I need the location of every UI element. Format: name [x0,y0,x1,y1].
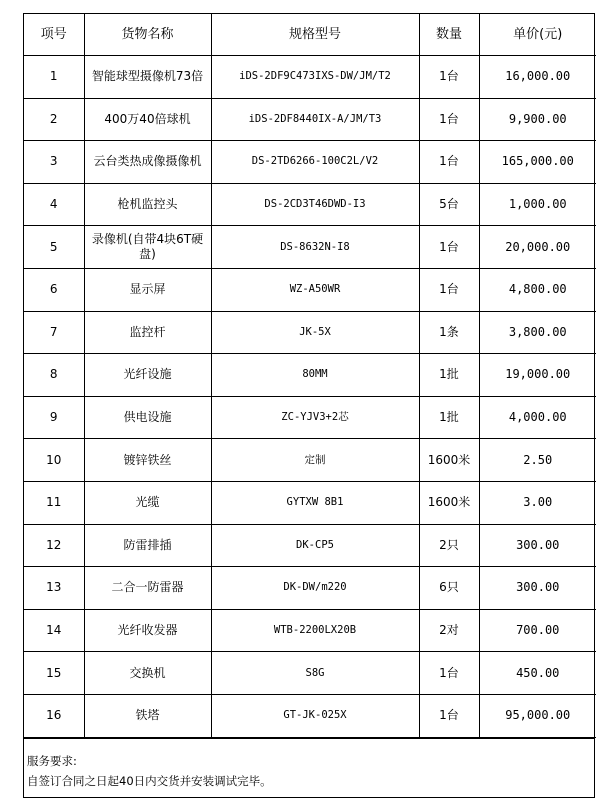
cell-item-no: 11 [24,481,84,524]
cell-quantity: 1台 [419,98,479,141]
cell-quantity: 2只 [419,524,479,567]
cell-quantity: 1台 [419,652,479,695]
cell-unit-price: 165,000.00 [479,141,596,184]
cell-unit-price: 450.00 [479,652,596,695]
cell-model: DK-CP5 [211,524,419,567]
header-model: 规格型号 [211,14,419,56]
cell-quantity: 1台 [419,141,479,184]
cell-goods-name: 镀锌铁丝 [84,439,211,482]
cell-goods-name: 400万40倍球机 [84,98,211,141]
cell-goods-name: 供电设施 [84,396,211,439]
cell-quantity: 1批 [419,396,479,439]
cell-quantity: 1600米 [419,439,479,482]
table-row [24,439,596,482]
cell-item-no: 2 [24,98,84,141]
table-row [24,396,596,439]
cell-goods-name: 光纤设施 [84,354,211,397]
cell-goods-name: 光缆 [84,481,211,524]
cell-item-no: 6 [24,268,84,311]
cell-unit-price: 95,000.00 [479,694,596,737]
cell-unit-price: 20,000.00 [479,226,596,269]
cell-model: iDS-2DF9C473IXS-DW/JM/T2 [211,56,419,99]
goods-table-document [23,13,595,798]
header-goods-name: 货物名称 [84,14,211,56]
cell-unit-price: 2.50 [479,439,596,482]
cell-quantity: 1条 [419,311,479,354]
cell-goods-name: 枪机监控头 [84,183,211,226]
cell-goods-name: 智能球型摄像机73倍 [84,56,211,99]
table-row [24,609,596,652]
table-row [24,694,596,737]
cell-item-no: 10 [24,439,84,482]
table-header-row [24,14,596,56]
table-row [24,567,596,610]
cell-quantity: 5台 [419,183,479,226]
cell-unit-price: 9,900.00 [479,98,596,141]
cell-item-no: 16 [24,694,84,737]
cell-model: WZ-A50WR [211,268,419,311]
cell-unit-price: 4,800.00 [479,268,596,311]
cell-model: DS-8632N-I8 [211,226,419,269]
table-row [24,481,596,524]
service-requirements-title: 服务要求: [27,753,77,768]
cell-quantity: 1批 [419,354,479,397]
cell-model: iDS-2DF8440IX-A/JM/T3 [211,98,419,141]
cell-unit-price: 3,800.00 [479,311,596,354]
cell-item-no: 14 [24,609,84,652]
cell-item-no: 9 [24,396,84,439]
cell-goods-name: 监控杆 [84,311,211,354]
cell-unit-price: 19,000.00 [479,354,596,397]
cell-model: ZC-YJV3+2芯 [211,396,419,439]
cell-model: DS-2CD3T46DWD-I3 [211,183,419,226]
header-item-no: 项号 [24,14,84,56]
cell-item-no: 3 [24,141,84,184]
cell-model: WTB-2200LX20B [211,609,419,652]
cell-quantity: 2对 [419,609,479,652]
table-row [24,524,596,567]
cell-quantity: 1台 [419,268,479,311]
cell-quantity: 1台 [419,694,479,737]
cell-item-no: 8 [24,354,84,397]
table-row [24,652,596,695]
cell-unit-price: 300.00 [479,524,596,567]
cell-goods-name: 显示屏 [84,268,211,311]
cell-unit-price: 4,000.00 [479,396,596,439]
table-row [24,226,596,269]
cell-quantity: 1台 [419,56,479,99]
header-quantity: 数量 [419,14,479,56]
table-row [24,183,596,226]
cell-goods-name: 二合一防雷器 [84,567,211,610]
cell-model: GT-JK-025X [211,694,419,737]
cell-unit-price: 1,000.00 [479,183,596,226]
table-row [24,56,596,99]
cell-item-no: 1 [24,56,84,99]
table-row [24,311,596,354]
cell-model: DK-DW/m220 [211,567,419,610]
goods-table [24,14,596,738]
cell-model: 定制 [211,439,419,482]
cell-item-no: 15 [24,652,84,695]
cell-goods-name: 防雷排插 [84,524,211,567]
cell-goods-name: 交换机 [84,652,211,695]
cell-model: DS-2TD6266-100C2L/V2 [211,141,419,184]
service-requirements [24,738,594,797]
cell-goods-name: 云台类热成像摄像机 [84,141,211,184]
cell-goods-name: 光纤收发器 [84,609,211,652]
cell-item-no: 4 [24,183,84,226]
cell-model: 80MM [211,354,419,397]
service-requirements-text: 自签订合同之日起40日内交货并安装调试完毕。 [27,773,272,788]
table-row [24,268,596,311]
cell-unit-price: 16,000.00 [479,56,596,99]
table-row [24,354,596,397]
cell-model: GYTXW 8B1 [211,481,419,524]
cell-item-no: 5 [24,226,84,269]
cell-goods-name: 录像机(自带4块6T硬盘) [84,226,211,269]
cell-quantity: 1台 [419,226,479,269]
cell-item-no: 12 [24,524,84,567]
cell-item-no: 7 [24,311,84,354]
table-row [24,141,596,184]
cell-quantity: 1600米 [419,481,479,524]
cell-unit-price: 3.00 [479,481,596,524]
cell-unit-price: 700.00 [479,609,596,652]
header-unit-price: 单价(元) [479,14,596,56]
cell-model: S8G [211,652,419,695]
cell-unit-price: 300.00 [479,567,596,610]
cell-model: JK-5X [211,311,419,354]
table-row [24,98,596,141]
cell-item-no: 13 [24,567,84,610]
cell-quantity: 6只 [419,567,479,610]
cell-goods-name: 铁塔 [84,694,211,737]
